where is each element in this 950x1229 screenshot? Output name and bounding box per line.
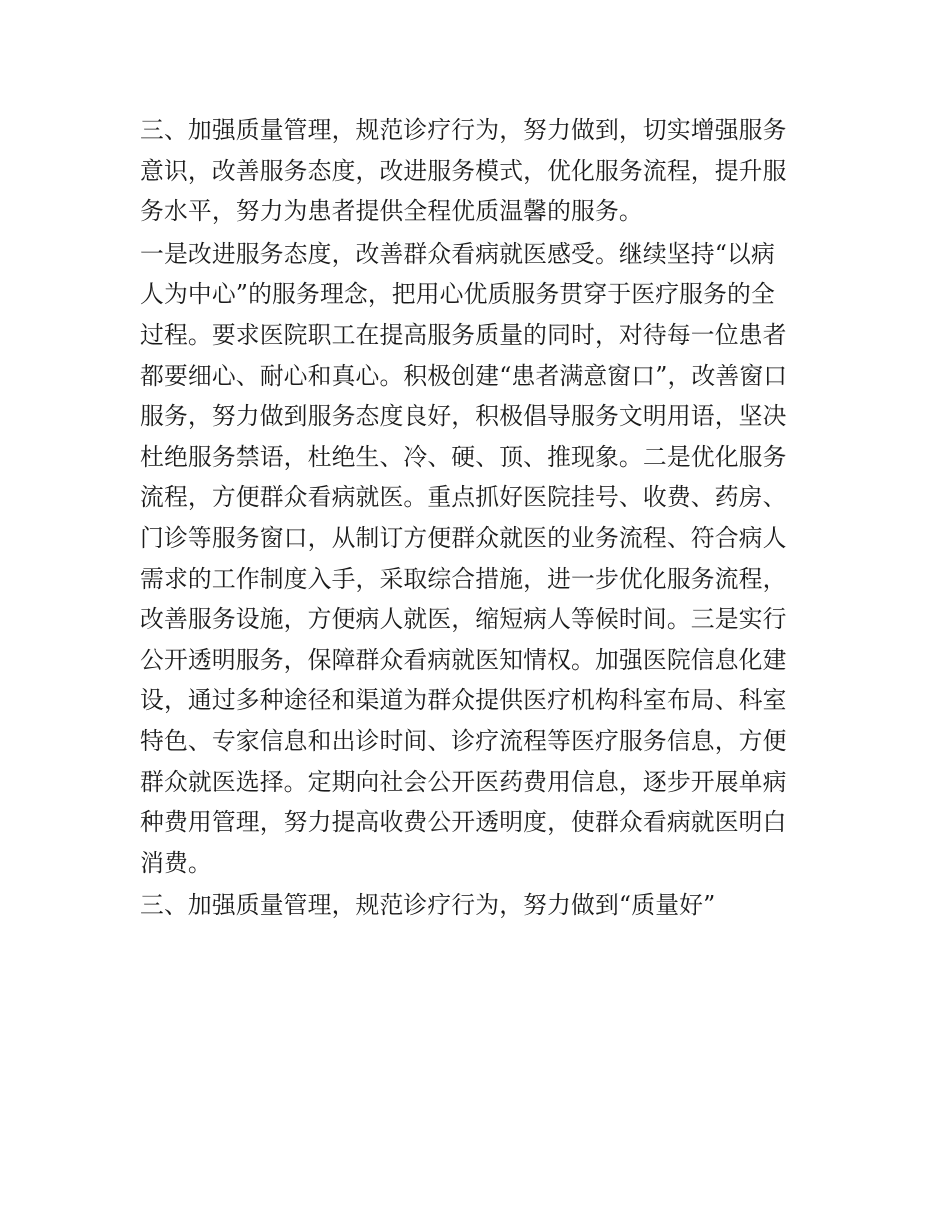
text-line: 群众就医选择。定期向社会公开医药费用信息，逐步开展单病 — [140, 767, 787, 796]
text-line: 服务，努力做到服务态度良好，积极倡导服务文明用语，坚决 — [140, 402, 787, 431]
text-line: 需求的工作制度入手，采取综合措施，进一步优化服务流程， — [140, 564, 787, 593]
paragraph-section-heading-intro — [140, 110, 810, 232]
text-line: 三、加强质量管理，规范诊疗行为，努力做到“质量好” — [140, 891, 716, 920]
text-line: 设，通过多种途径和渠道为群众提供医疗机构科室布局、科室 — [140, 686, 787, 715]
text-line: 人为中心”的服务理念，把用心优质服务贯穿于医疗服务的全 — [140, 280, 775, 309]
text-line: 都要细心、耐心和真心。积极创建“患者满意窗口”，改善窗口 — [140, 361, 788, 390]
text-line: 务水平，努力为患者提供全程优质温馨的服务。 — [140, 197, 643, 226]
text-line: 特色、专家信息和出诊时间、诊疗流程等医疗服务信息，方便 — [140, 726, 787, 755]
document-body — [140, 110, 810, 926]
text-line: 过程。要求医院职工在提高服务质量的同时，对待每一位患者 — [140, 320, 787, 349]
text-line: 门诊等服务窗口，从制订方便群众就医的业务流程、符合病人 — [140, 523, 787, 552]
text-line: 三、加强质量管理，规范诊疗行为，努力做到，切实增强服务 — [140, 116, 787, 144]
text-line: 公开透明服务，保障群众看病就医知情权。加强医院信息化建 — [140, 645, 787, 674]
text-line: 消费。 — [140, 848, 212, 877]
paragraph-section-heading-quality — [140, 885, 810, 926]
text-line: 意识，改善服务态度，改进服务模式，优化服务流程，提升服 — [140, 156, 787, 185]
text-line: 改善服务设施，方便病人就医，缩短病人等候时间。三是实行 — [140, 605, 787, 634]
text-line: 种费用管理，努力提高收费公开透明度，使群众看病就医明白 — [140, 808, 787, 837]
text-line: 杜绝服务禁语，杜绝生、冷、硬、顶、推现象。二是优化服务 — [140, 442, 787, 471]
text-line: 一是改进服务态度，改善群众看病就医感受。继续坚持“以病 — [140, 239, 775, 268]
paragraph-service-measures — [140, 234, 810, 884]
text-line: 流程，方便群众看病就医。重点抓好医院挂号、收费、药房、 — [140, 483, 787, 512]
